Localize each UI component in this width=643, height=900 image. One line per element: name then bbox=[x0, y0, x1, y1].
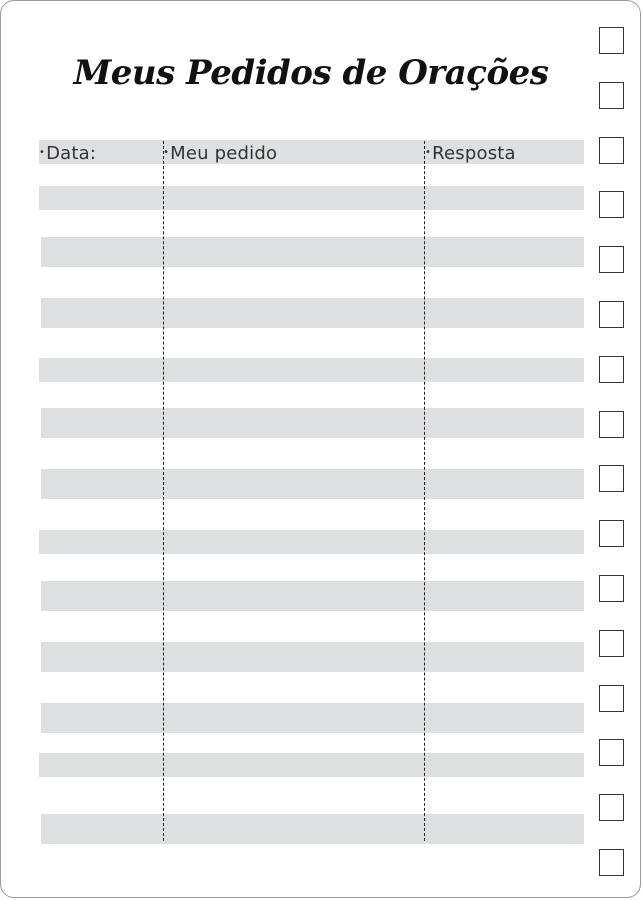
column-header-date: • Data: bbox=[39, 143, 96, 164]
checkbox[interactable] bbox=[599, 356, 624, 383]
table-row[interactable] bbox=[41, 814, 584, 844]
table-row[interactable] bbox=[39, 753, 584, 777]
table-row[interactable] bbox=[41, 469, 584, 499]
checkbox[interactable] bbox=[599, 301, 624, 328]
page-title: Meus Pedidos de Orações bbox=[73, 53, 549, 93]
table-row[interactable] bbox=[41, 298, 584, 328]
table-row[interactable] bbox=[41, 408, 584, 438]
checkbox[interactable] bbox=[599, 630, 624, 657]
checkbox[interactable] bbox=[599, 27, 624, 54]
column-header-answer: • Resposta bbox=[425, 143, 516, 164]
checkbox[interactable] bbox=[599, 411, 624, 438]
column-header-request: • Meu pedido bbox=[163, 143, 277, 164]
checkbox[interactable] bbox=[599, 849, 624, 876]
table-row[interactable] bbox=[41, 703, 584, 733]
checkbox[interactable] bbox=[599, 191, 624, 218]
checkbox[interactable] bbox=[599, 137, 624, 164]
checkbox[interactable] bbox=[599, 520, 624, 547]
column-divider-date bbox=[163, 141, 164, 841]
table-row[interactable] bbox=[41, 642, 584, 672]
checkbox[interactable] bbox=[599, 465, 624, 492]
table-row[interactable] bbox=[41, 237, 584, 267]
checkbox[interactable] bbox=[599, 82, 624, 109]
table-row[interactable] bbox=[39, 186, 584, 210]
table-row[interactable] bbox=[41, 581, 584, 611]
checkbox[interactable] bbox=[599, 575, 624, 602]
table-row[interactable] bbox=[39, 530, 584, 554]
checkbox[interactable] bbox=[599, 794, 624, 821]
checkbox[interactable] bbox=[599, 246, 624, 273]
table-row[interactable] bbox=[39, 358, 584, 382]
checkbox[interactable] bbox=[599, 739, 624, 766]
column-divider-answer bbox=[424, 141, 425, 841]
checkbox[interactable] bbox=[599, 685, 624, 712]
